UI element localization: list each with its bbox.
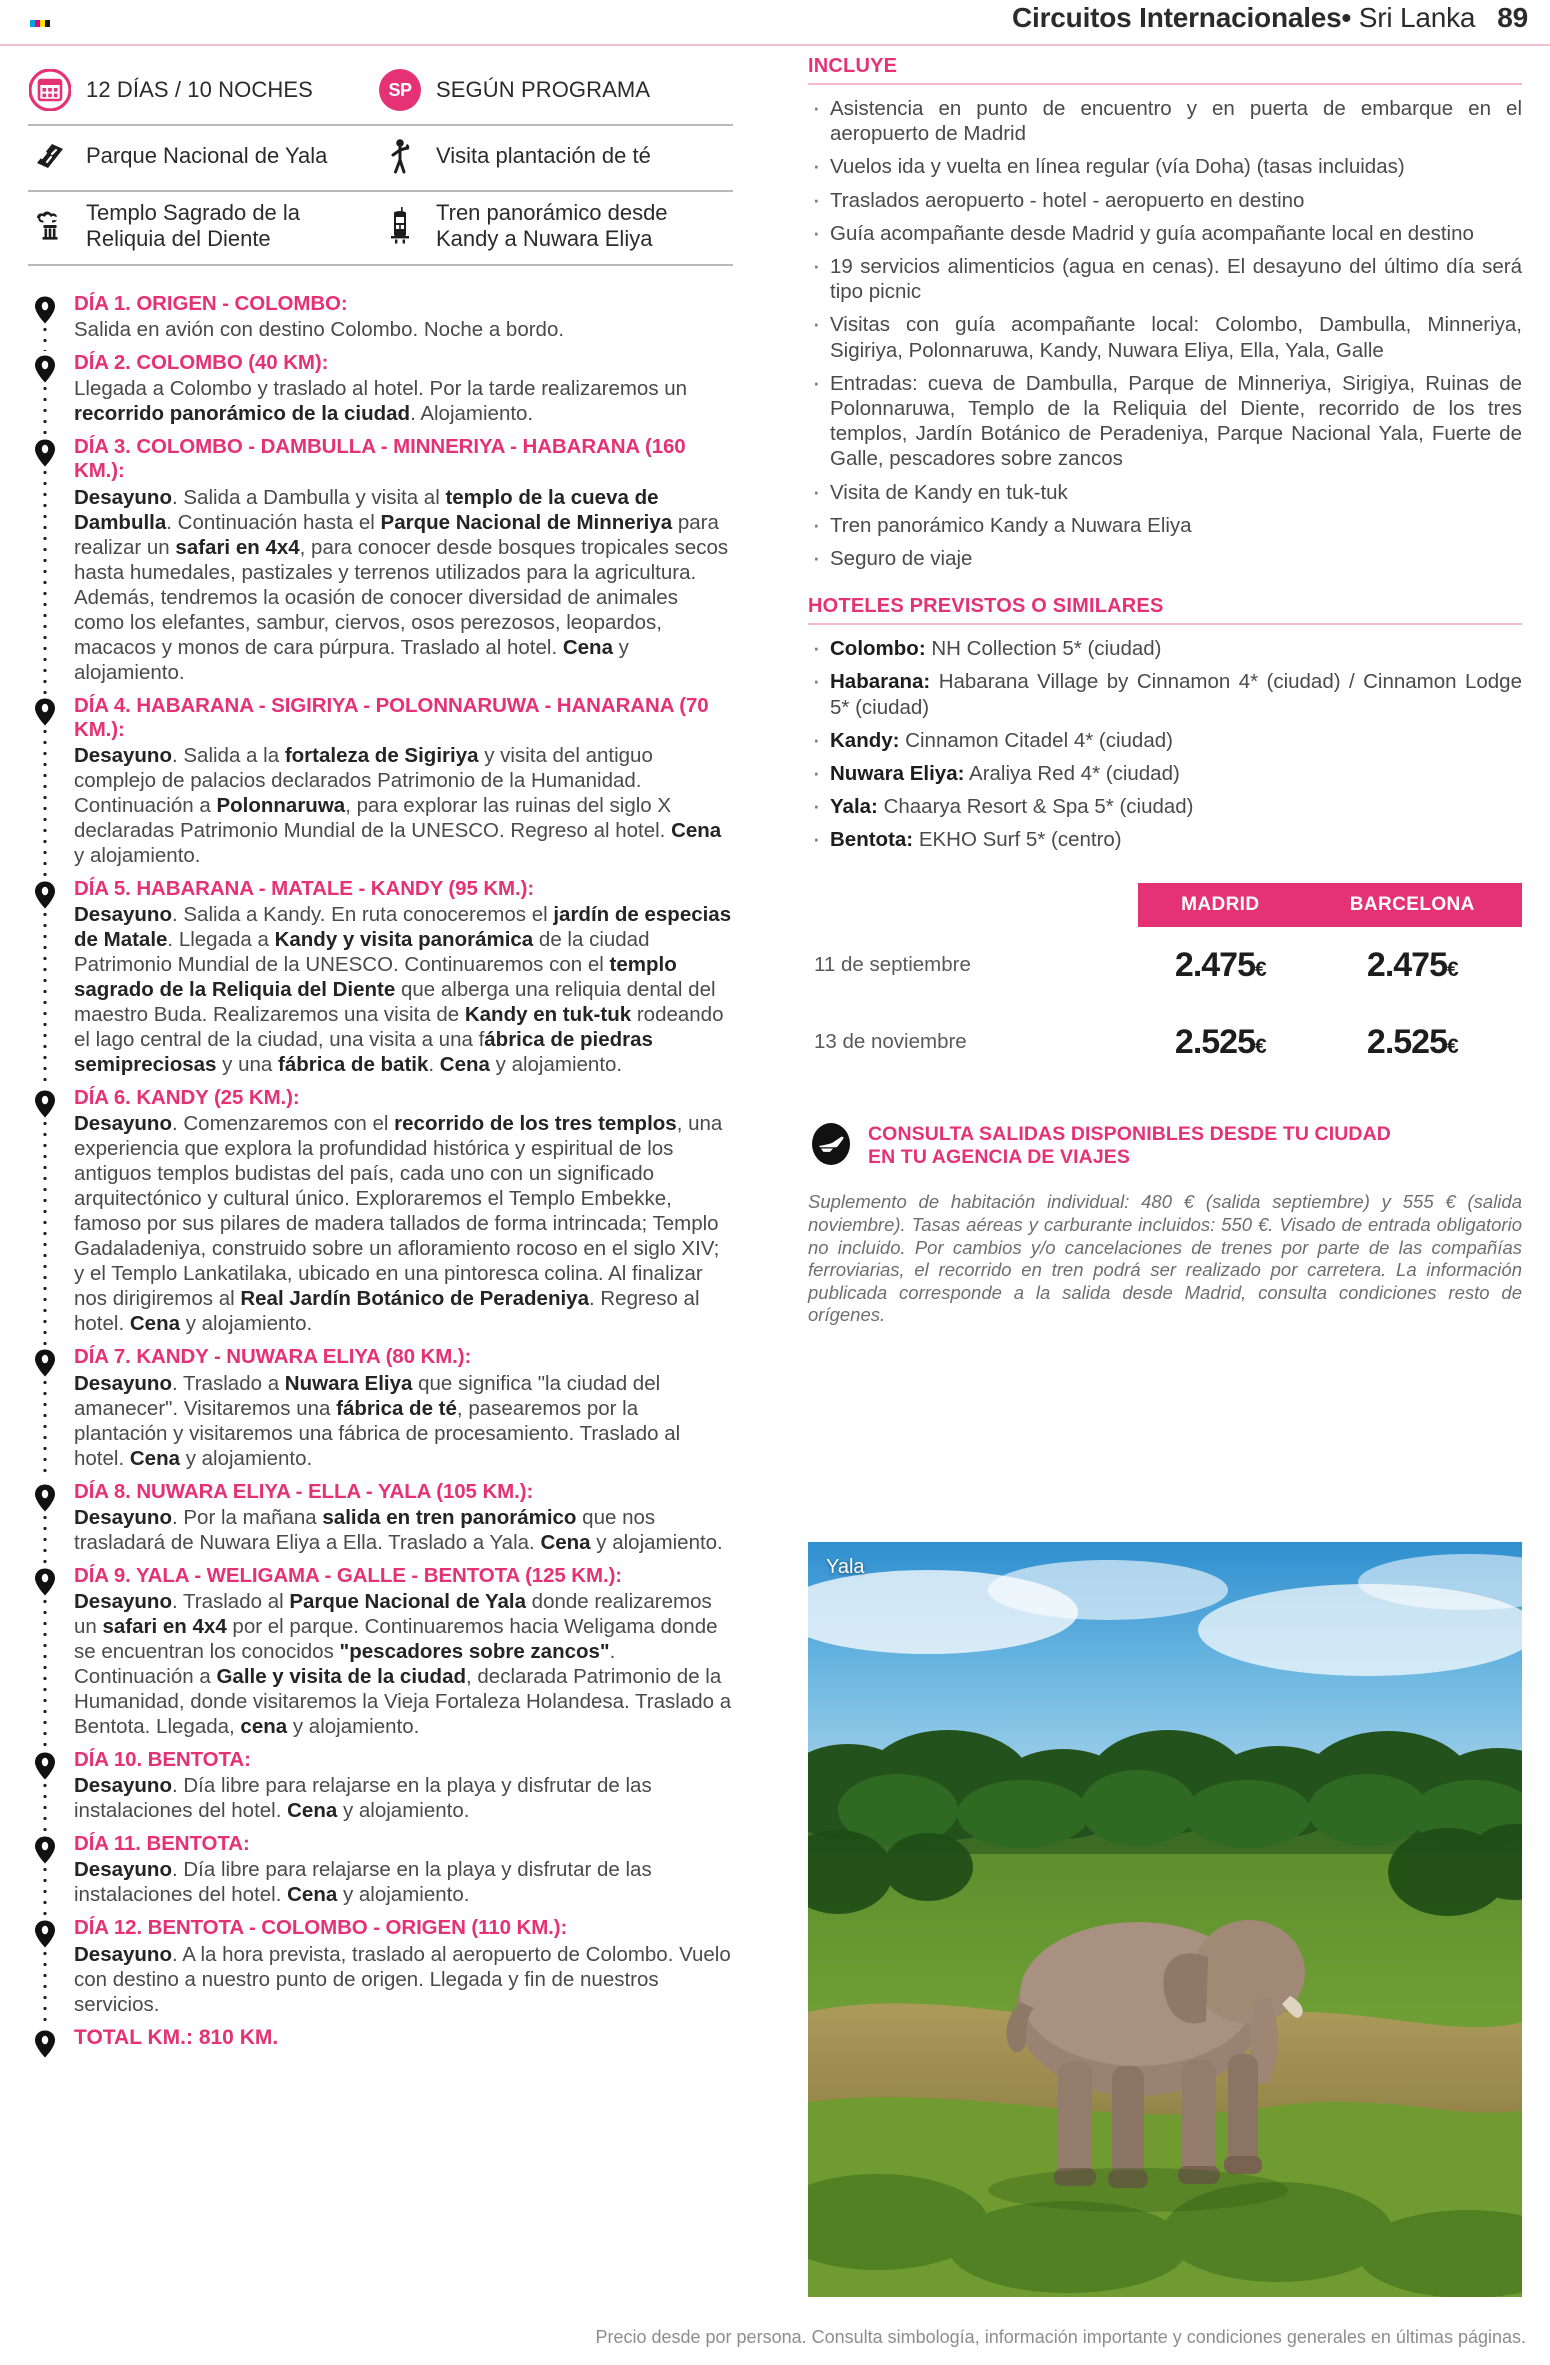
feature-label-duration: 12 DÍAS / 10 NOCHES [86,77,313,103]
currency-symbol: € [1255,1034,1266,1058]
tea-picker-icon [378,134,422,178]
location-pin-icon [34,439,56,467]
currency-symbol: € [1447,1034,1458,1058]
day-body: Desayuno. Por la mañana salida en tren panorámico que nos trasladará de Nuwara Eliya a Ella. Traslado a Yala. Cena y alojamiento. [74,1505,723,1554]
day-body: Llegada a Colombo y traslado al hotel. Por la tarde realizaremos un recorrido panorámico de la ciudad. Alojamiento. [74,377,688,426]
list-item: · Bentota: EKHO Surf 5* (centro) [808,827,1522,852]
itinerary-total [28,2026,733,2050]
elephant-photo [808,1542,1522,2297]
itinerary-day [28,877,733,1077]
day-title: DÍA 4. HABARANA - SIGIRIYA - POLONNARUWA - HANARANA (70 KM.): [74,693,709,741]
feature-label-temple: Templo Sagrado de la Reliquia del Diente [86,200,301,251]
plane-icon [808,1121,854,1167]
list-item: · Asistencia en punto de encuentro y en puerta de embarque en el aeropuerto de Madrid [808,96,1522,146]
total-km-label: TOTAL KM.: 810 KM. [74,2025,279,2049]
price-table-head [808,883,1522,927]
header-divider [0,44,1550,46]
price-table [808,883,1522,1081]
consulta-text [868,1121,1391,1170]
price-barcelona [1303,1004,1522,1081]
sp-badge-text: SP [379,69,421,111]
itinerary-day [28,1345,733,1470]
feature-duration [28,68,378,112]
itinerary-connector [43,909,47,1086]
consulta-line1: CONSULTA SALIDAS DISPONIBLES DESDE TU CIUDAD [868,1122,1391,1145]
feature-tea [378,134,733,178]
itinerary-connector [43,1596,47,1748]
departure-date: 13 de noviembre [814,1030,967,1054]
table-row [808,1004,1522,1081]
list-item: · Entradas: cueva de Dambulla, Parque de Minneriya, Sirigiya, Ruinas de Polonnaruwa, Templo de la Reliquia del Diente, recorrido de los tres templos, Jardín Botánico de Peradeniya, Parque Nacional Yala, Fuerte de Galle, pescadores sobre zancos [808,371,1522,472]
page-title-main: Circuitos Internacionales [1012,2,1342,33]
itinerary-day [28,435,733,684]
itinerary-connector [43,383,47,435]
day-title: DÍA 12. BENTOTA - COLOMBO - ORIGEN (110 KM.): [74,1916,568,1940]
itinerary-connector [43,1118,47,1345]
page-number: 89 [1497,2,1528,33]
location-pin-icon [34,1349,56,1377]
incluye-block [808,55,1522,571]
currency-symbol: € [1447,957,1458,981]
day-body: Desayuno. Salida a la fortaleza de Sigiriya y visita del antiguo complejo de palacios declarados Patrimonio de la Humanidad. Continuación a Polonnaruwa, para explorar las ruinas del siglo X declaradas Patrimonio Mundial de la UNESCO. Regreso al hotel. Cena y alojamiento. [74,744,722,868]
day-title: DÍA 11. BENTOTA: [74,1832,250,1856]
page-title-destination: Sri Lanka [1358,2,1476,33]
itinerary-day [28,1480,733,1555]
feature-label-park: Parque Nacional de Yala [86,143,328,169]
table-header-row [808,883,1522,927]
page-footer: Precio desde por persona. Consulta simbología, información importante y condiciones generales en últimas páginas. [595,2327,1526,2347]
feature-program [378,68,733,112]
location-pin-icon [34,698,56,726]
calendar-icon [28,68,72,112]
itinerary-connector [43,324,47,351]
location-pin-icon [34,1752,56,1780]
itinerary-day [28,1832,733,1907]
list-item: · Visita de Kandy en tuk-tuk [808,480,1522,505]
feature-label-train: Tren panorámico desde Kandy a Nuwara Eliya [436,200,668,251]
day-title: DÍA 8. NUWARA ELIYA - ELLA - YALA (105 KM.): [74,1479,534,1503]
feature-label-program: SEGÚN PROGRAMA [436,77,651,103]
price-barcelona [1303,927,1522,1004]
list-item: · Guía acompañante desde Madrid y guía acompañante local en destino [808,221,1522,246]
itinerary-list [28,292,733,2050]
photo-caption: Yala [826,1556,865,1578]
feature-temple [28,200,378,252]
day-body: Desayuno. Salida a Dambulla y visita al templo de la cueva de Dambulla. Continuación hasta el Parque Nacional de Minneriya para realizar un safari en 4x4, para conocer desde bosques tropicales secos hasta humedales, pastizales y terrenos utilizados para la agricultura. Además, tendremos la ocasión de conocer diversidad de animales como los elefantes, sambur, ciervos, osos perezosos, leopardos, macacos y monos de cara púrpura. Traslado al hotel. Cena y alojamiento. [74,485,729,684]
feature-park [28,134,378,178]
feature-row-3 [28,192,733,266]
price-value: 2.525 [1174,1022,1255,1061]
park-icon [28,134,72,178]
list-item: · Visitas con guía acompañante local: Colombo, Dambulla, Minneriya, Sigiriya, Polonnaruwa, Kandy, Nuwara Eliya, Ella, Yala, Galle [808,312,1522,362]
price-table-blank-header [808,883,1138,927]
price-value: 2.475 [1366,945,1447,984]
table-row [808,927,1522,1004]
right-column [808,55,1522,1327]
list-item: · Nuwara Eliya: Araliya Red 4* (ciudad) [808,761,1522,786]
incluye-list [808,96,1522,571]
feature-train [378,200,733,252]
currency-symbol: € [1255,957,1266,981]
consulta-line2: EN TU AGENCIA DE VIAJES [868,1146,1130,1169]
cmyk-registration-marks [30,20,50,27]
incluye-heading: INCLUYE [808,55,1522,85]
feature-row-2 [28,126,733,192]
day-title: DÍA 6. KANDY (25 KM.): [74,1086,300,1110]
itinerary-day [28,694,733,868]
list-item: · Traslados aeropuerto - hotel - aeropuerto en destino [808,188,1522,213]
list-item: · Vuelos ida y vuelta en línea regular (vía Doha) (tasas incluidas) [808,154,1522,179]
itinerary-day [28,1916,733,2016]
day-body: Desayuno. A la hora prevista, traslado al aeropuerto de Colombo. Vuelo con destino a nuestro punto de origen. Llegada y fin de nuestros servicios. [74,1942,731,2016]
legal-note: Suplemento de habitación individual: 480 € (salida septiembre) y 555 € (salida noviembre). Tasas aéreas y carburante incluidos: 550 €. Visado de entrada obligatorio no incluido. Por cambios y/o cancelaciones de trenes por parte de las compañías ferroviarias, el recorrido en tren podrá ser realizado por carretera. La información publicada corresponde a la salida desde Madrid, consulta condiciones resto de orígenes. [808,1191,1522,1326]
day-title: DÍA 3. COLOMBO - DAMBULLA - MINNERIYA - HABARANA (160 KM.): [74,435,686,483]
price-madrid [1138,927,1303,1004]
price-madrid [1138,1004,1303,1081]
day-title: DÍA 5. HABARANA - MATALE - KANDY (95 KM.): [74,877,535,901]
itinerary-connector [43,1864,47,1916]
price-value: 2.525 [1366,1022,1447,1061]
itinerary-connector [43,726,47,877]
consulta-banner [808,1121,1522,1170]
train-icon [378,204,422,248]
day-body: Desayuno. Traslado a Nuwara Eliya que significa "la ciudad del amanecer". Visitaremos una fábrica de té, pasearemos por la plantación y visitaremos una fábrica de procesamiento. Traslado al hotel. Cena y alojamiento. [74,1371,681,1470]
day-title: DÍA 1. ORIGEN - COLOMBO: [74,291,348,315]
temple-icon [28,204,72,248]
list-item: · Tren panorámico Kandy a Nuwara Eliya [808,513,1522,538]
day-body: Desayuno. Día libre para relajarse en la playa y disfrutar de las instalaciones del hotel. Cena y alojamiento. [74,1858,652,1907]
location-pin-icon [34,296,56,324]
page-title [1012,2,1528,34]
list-item: · Yala: Chaarya Resort & Spa 5* (ciudad) [808,794,1522,819]
list-item: · 19 servicios alimenticios (agua en cenas). El desayuno del último día será tipo picnic [808,254,1522,304]
day-title: DÍA 10. BENTOTA: [74,1747,251,1771]
sp-badge-icon [378,68,422,112]
location-pin-icon [34,1920,56,1948]
list-item: · Kandy: Cinnamon Citadel 4* (ciudad) [808,728,1522,753]
list-item: · Seguro de viaje [808,546,1522,571]
itinerary-day [28,1748,733,1823]
price-table-body [808,927,1522,1081]
day-body: Desayuno. Traslado al Parque Nacional de Yala donde realizaremos un safari en 4x4 por el parque. Continuaremos hacia Weligama donde se encuentran los conocidos "pescadores sobre zancos". Continuación a Galle y visita de la ciudad, declarada Patrimonio de la Humanidad, donde visitaremos la Vieja Fortaleza Holandesa. Traslado a Bentota. Llegada, cena y alojamiento. [74,1589,732,1738]
day-body: Salida en avión con destino Colombo. Noche a bordo. [74,318,565,342]
itinerary-connector [43,1512,47,1564]
day-title: DÍA 2. COLOMBO (40 KM): [74,351,329,375]
page-title-separator: • [1341,2,1352,33]
location-pin-icon [34,1568,56,1596]
day-body: Desayuno. Salida a Kandy. En ruta conoceremos el jardín de especias de Matale. Llegada a Kandy y visita panorámica de la ciudad Patrimonio Mundial de la UNESCO. Continuaremos con el templo sagrado de la Reliquia del Diente que alberga una reliquia dental del maestro Buda. Realizaremos una visita de Kandy en tuk-tuk rodeando el lago central de la ciudad, una visita a una fábrica de piedras semipreciosas y una fábrica de batik. Cena y alojamiento. [74,903,732,1077]
departure-date: 11 de septiembre [814,953,971,977]
hoteles-heading: HOTELES PREVISTOS O SIMILARES [808,595,1522,625]
location-pin-icon [34,2030,56,2058]
itinerary-day [28,351,733,426]
hoteles-block [808,595,1522,852]
feature-label-tea: Visita plantación de té [436,143,651,169]
list-item: · Colombo: NH Collection 5* (ciudad) [808,636,1522,661]
itinerary-day [28,1564,733,1739]
location-pin-icon [34,355,56,383]
price-column-madrid: MADRID [1138,883,1303,927]
hoteles-list [808,636,1522,852]
itinerary-connector [43,467,47,693]
itinerary-connector [43,1780,47,1832]
price-value: 2.475 [1174,945,1255,984]
day-body: Desayuno. Día libre para relajarse en la playa y disfrutar de las instalaciones del hotel. Cena y alojamiento. [74,1774,652,1823]
destination-photo [808,1542,1522,2297]
itinerary-connector [43,1948,47,2025]
day-body: Desayuno. Comenzaremos con el recorrido de los tres templos, una experiencia que explora la profundidad histórica y espiritual de los antiguos templos budistas del país, cada uno con un significado arquitectónico y cultural único. Exploraremos el Templo Embekke, famoso por sus pilares de madera tallados de forma intrincada; Templo Gadaladeniya, construido sobre un afloramiento rocoso en el siglo XIV; y el Templo Lankatilaka, ubicado en una pintoresca colina. Al finalizar nos dirigiremos al Real Jardín Botánico de Peradeniya. Regreso al hotel. Cena y alojamiento. [74,1112,723,1336]
day-title: DÍA 7. KANDY - NUWARA ELIYA (80 KM.): [74,1345,472,1369]
location-pin-icon [34,881,56,909]
itinerary-connector [43,1377,47,1479]
trip-features [28,60,733,266]
page-header [0,0,1550,47]
location-pin-icon [34,1484,56,1512]
feature-row-1 [28,60,733,126]
itinerary-day [28,292,733,342]
price-column-barcelona: BARCELONA [1303,883,1522,927]
location-pin-icon [34,1090,56,1118]
left-column [28,60,733,2059]
list-item: · Habarana: Habarana Village by Cinnamon 4* (ciudad) / Cinnamon Lodge 5* (ciudad) [808,669,1522,719]
location-pin-icon [34,1836,56,1864]
itinerary-day [28,1086,733,1336]
day-title: DÍA 9. YALA - WELIGAMA - GALLE - BENTOTA (125 KM.): [74,1563,623,1587]
